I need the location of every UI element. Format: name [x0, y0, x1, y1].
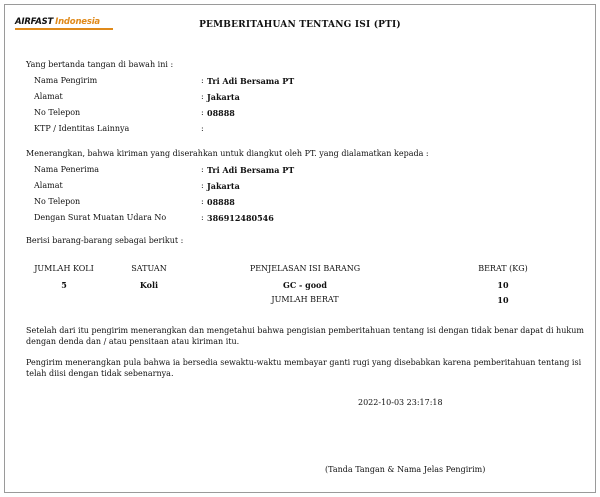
field-colon: :: [201, 165, 204, 174]
field-label: Alamat: [34, 181, 63, 190]
logo-brand: AIRFAST: [15, 17, 54, 27]
cell-weight: 10: [497, 280, 509, 290]
receiver-awb-row: [34, 213, 554, 225]
field-value: 08888: [207, 197, 235, 207]
document-datetime: 2022-10-03 23:17:18: [358, 398, 443, 407]
receiver-name-row: [34, 165, 554, 177]
signature-label: (Tanda Tangan & Nama Jelas Pengirim): [325, 465, 486, 474]
field-label: Nama Pengirim: [34, 76, 98, 85]
logo-country: Indonesia: [55, 17, 100, 27]
field-value: Jakarta: [207, 181, 240, 191]
field-value: Tri Adi Bersama PT: [207, 76, 295, 86]
goods-intro: Berisi barang-barang sebagai berikut :: [26, 236, 184, 245]
field-colon: :: [201, 181, 204, 190]
col-header-weight: BERAT (KG): [478, 264, 528, 273]
sender-intro: Yang bertanda tangan di bawah ini :: [26, 60, 174, 69]
sender-name-row: [34, 76, 554, 88]
cell-satuan: Koli: [139, 280, 159, 290]
sender-address-row: [34, 92, 554, 104]
field-colon: :: [201, 197, 204, 206]
field-value: Tri Adi Bersama PT: [207, 165, 295, 175]
col-header-description: PENJELASAN ISI BARANG: [249, 264, 361, 273]
field-colon: :: [201, 213, 204, 222]
field-colon: :: [201, 124, 204, 133]
field-label: No Telepon: [34, 108, 81, 117]
document-title: PEMBERITAHUAN TENTANG ISI (PTI): [199, 20, 401, 30]
field-colon: :: [201, 76, 204, 85]
sender-phone-row: [34, 108, 554, 120]
field-value: 08888: [207, 108, 235, 118]
field-colon: :: [201, 108, 204, 117]
total-weight-label: JUMLAH BERAT: [271, 295, 339, 304]
pti-document: [4, 4, 596, 493]
field-label: Nama Penerima: [34, 165, 100, 174]
col-header-koli: JUMLAH KOLI: [34, 264, 94, 273]
cell-koli: 5: [61, 280, 67, 290]
field-label: KTP / Identitas Lainnya: [34, 124, 130, 133]
sender-id-row: [34, 124, 554, 136]
col-header-satuan: SATUAN: [131, 264, 167, 273]
field-label: Dengan Surat Muatan Udara No: [34, 213, 167, 222]
field-label: No Telepon: [34, 197, 81, 206]
statement-penalty: Setelah dari itu pengirim menerangkan dan mengetahui bahwa pengisian pemberitahuan tentang isi dengan tidak benar dapat di hukum dengan denda dan / atau pensitaan atau kiriman itu.: [26, 326, 584, 346]
cell-description: GC - good: [283, 280, 327, 290]
field-value: 386912480546: [207, 213, 274, 223]
receiver-phone-row: [34, 197, 554, 209]
statement-compensation: Pengirim menerangkan pula bahwa ia bersedia sewaktu-waktu membayar ganti rugi yang disebabkan karena pemberitahuan tentang isi telah diisi dengan tidak sebenarnya.: [26, 358, 582, 378]
field-value: Jakarta: [207, 92, 240, 102]
receiver-intro: Menerangkan, bahwa kiriman yang diserahkan untuk diangkut oleh PT. yang dialamatkan kepada :: [26, 149, 429, 158]
receiver-address-row: [34, 181, 554, 193]
field-label: Alamat: [34, 92, 63, 101]
total-weight-value: 10: [497, 295, 509, 305]
field-colon: :: [201, 92, 204, 101]
